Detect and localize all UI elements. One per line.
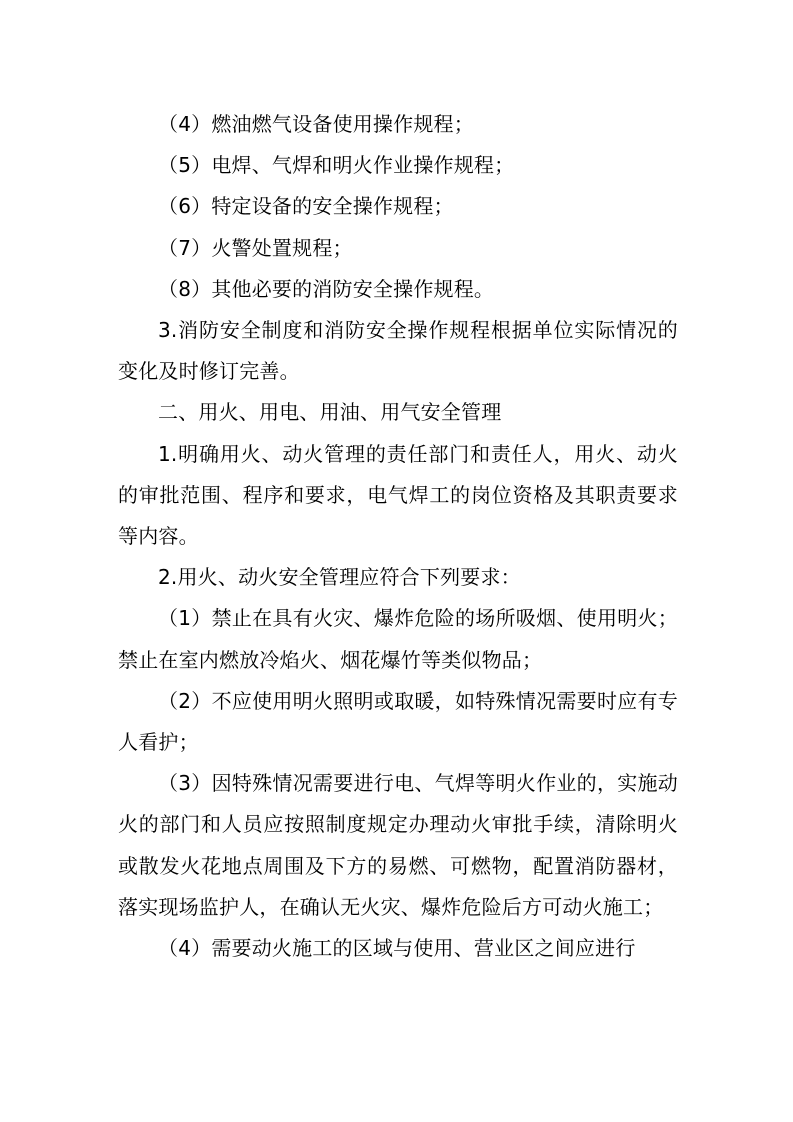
- paragraph-responsibility: 1.明确用火、动火管理的责任部门和责任人，用火、动火的审批范围、程序和要求，电气焊工的岗位资格及其职责要求等内容。: [118, 441, 678, 549]
- paragraph-revision: 3.消防安全制度和消防安全操作规程根据单位实际情况的变化及时修订完善。: [118, 318, 678, 384]
- list-item-no-open-flame-lighting: （2）不应使用明火照明或取暖，如特殊情况需要时应有专人看护；: [118, 688, 678, 755]
- list-item-hot-work-approval: （3）因特殊情况需要进行电、气焊等明火作业的，实施动火的部门和人员应按照制度规定办理动火审批手续，清除明火或散发火花地点周围及下方的易燃、可燃物，配置消防器材，落实现场监护人，在确认无火灾、爆炸危险后方可动火施工；: [118, 771, 678, 919]
- document-body: [118, 104, 678, 969]
- list-item-other-procedures: （8）其他必要的消防安全操作规程。: [158, 276, 495, 301]
- list-item-hot-work-area: （4）需要动火施工的区域与使用、营业区之间应进行: [158, 936, 636, 961]
- list-item-special-equipment: （6）特定设备的安全操作规程；: [158, 194, 454, 219]
- paragraph-requirements-intro: 2.用火、动火安全管理应符合下列要求：: [158, 565, 521, 590]
- list-item-welding-open-flame: （5）电焊、气焊和明火作业操作规程；: [158, 153, 515, 178]
- list-item-fire-alarm-handling: （7）火警处置规程；: [158, 235, 353, 260]
- list-item-no-smoking: （1）禁止在具有火灾、爆炸危险的场所吸烟、使用明火；禁止在室内燃放冷焰火、烟花爆竹等类似物品；: [118, 606, 678, 672]
- list-item-fuel-gas-equipment: （4）燃油燃气设备使用操作规程；: [158, 112, 474, 136]
- section-heading-fire-electricity-oil-gas: 二、用火、用电、用油、用气安全管理: [158, 400, 502, 425]
